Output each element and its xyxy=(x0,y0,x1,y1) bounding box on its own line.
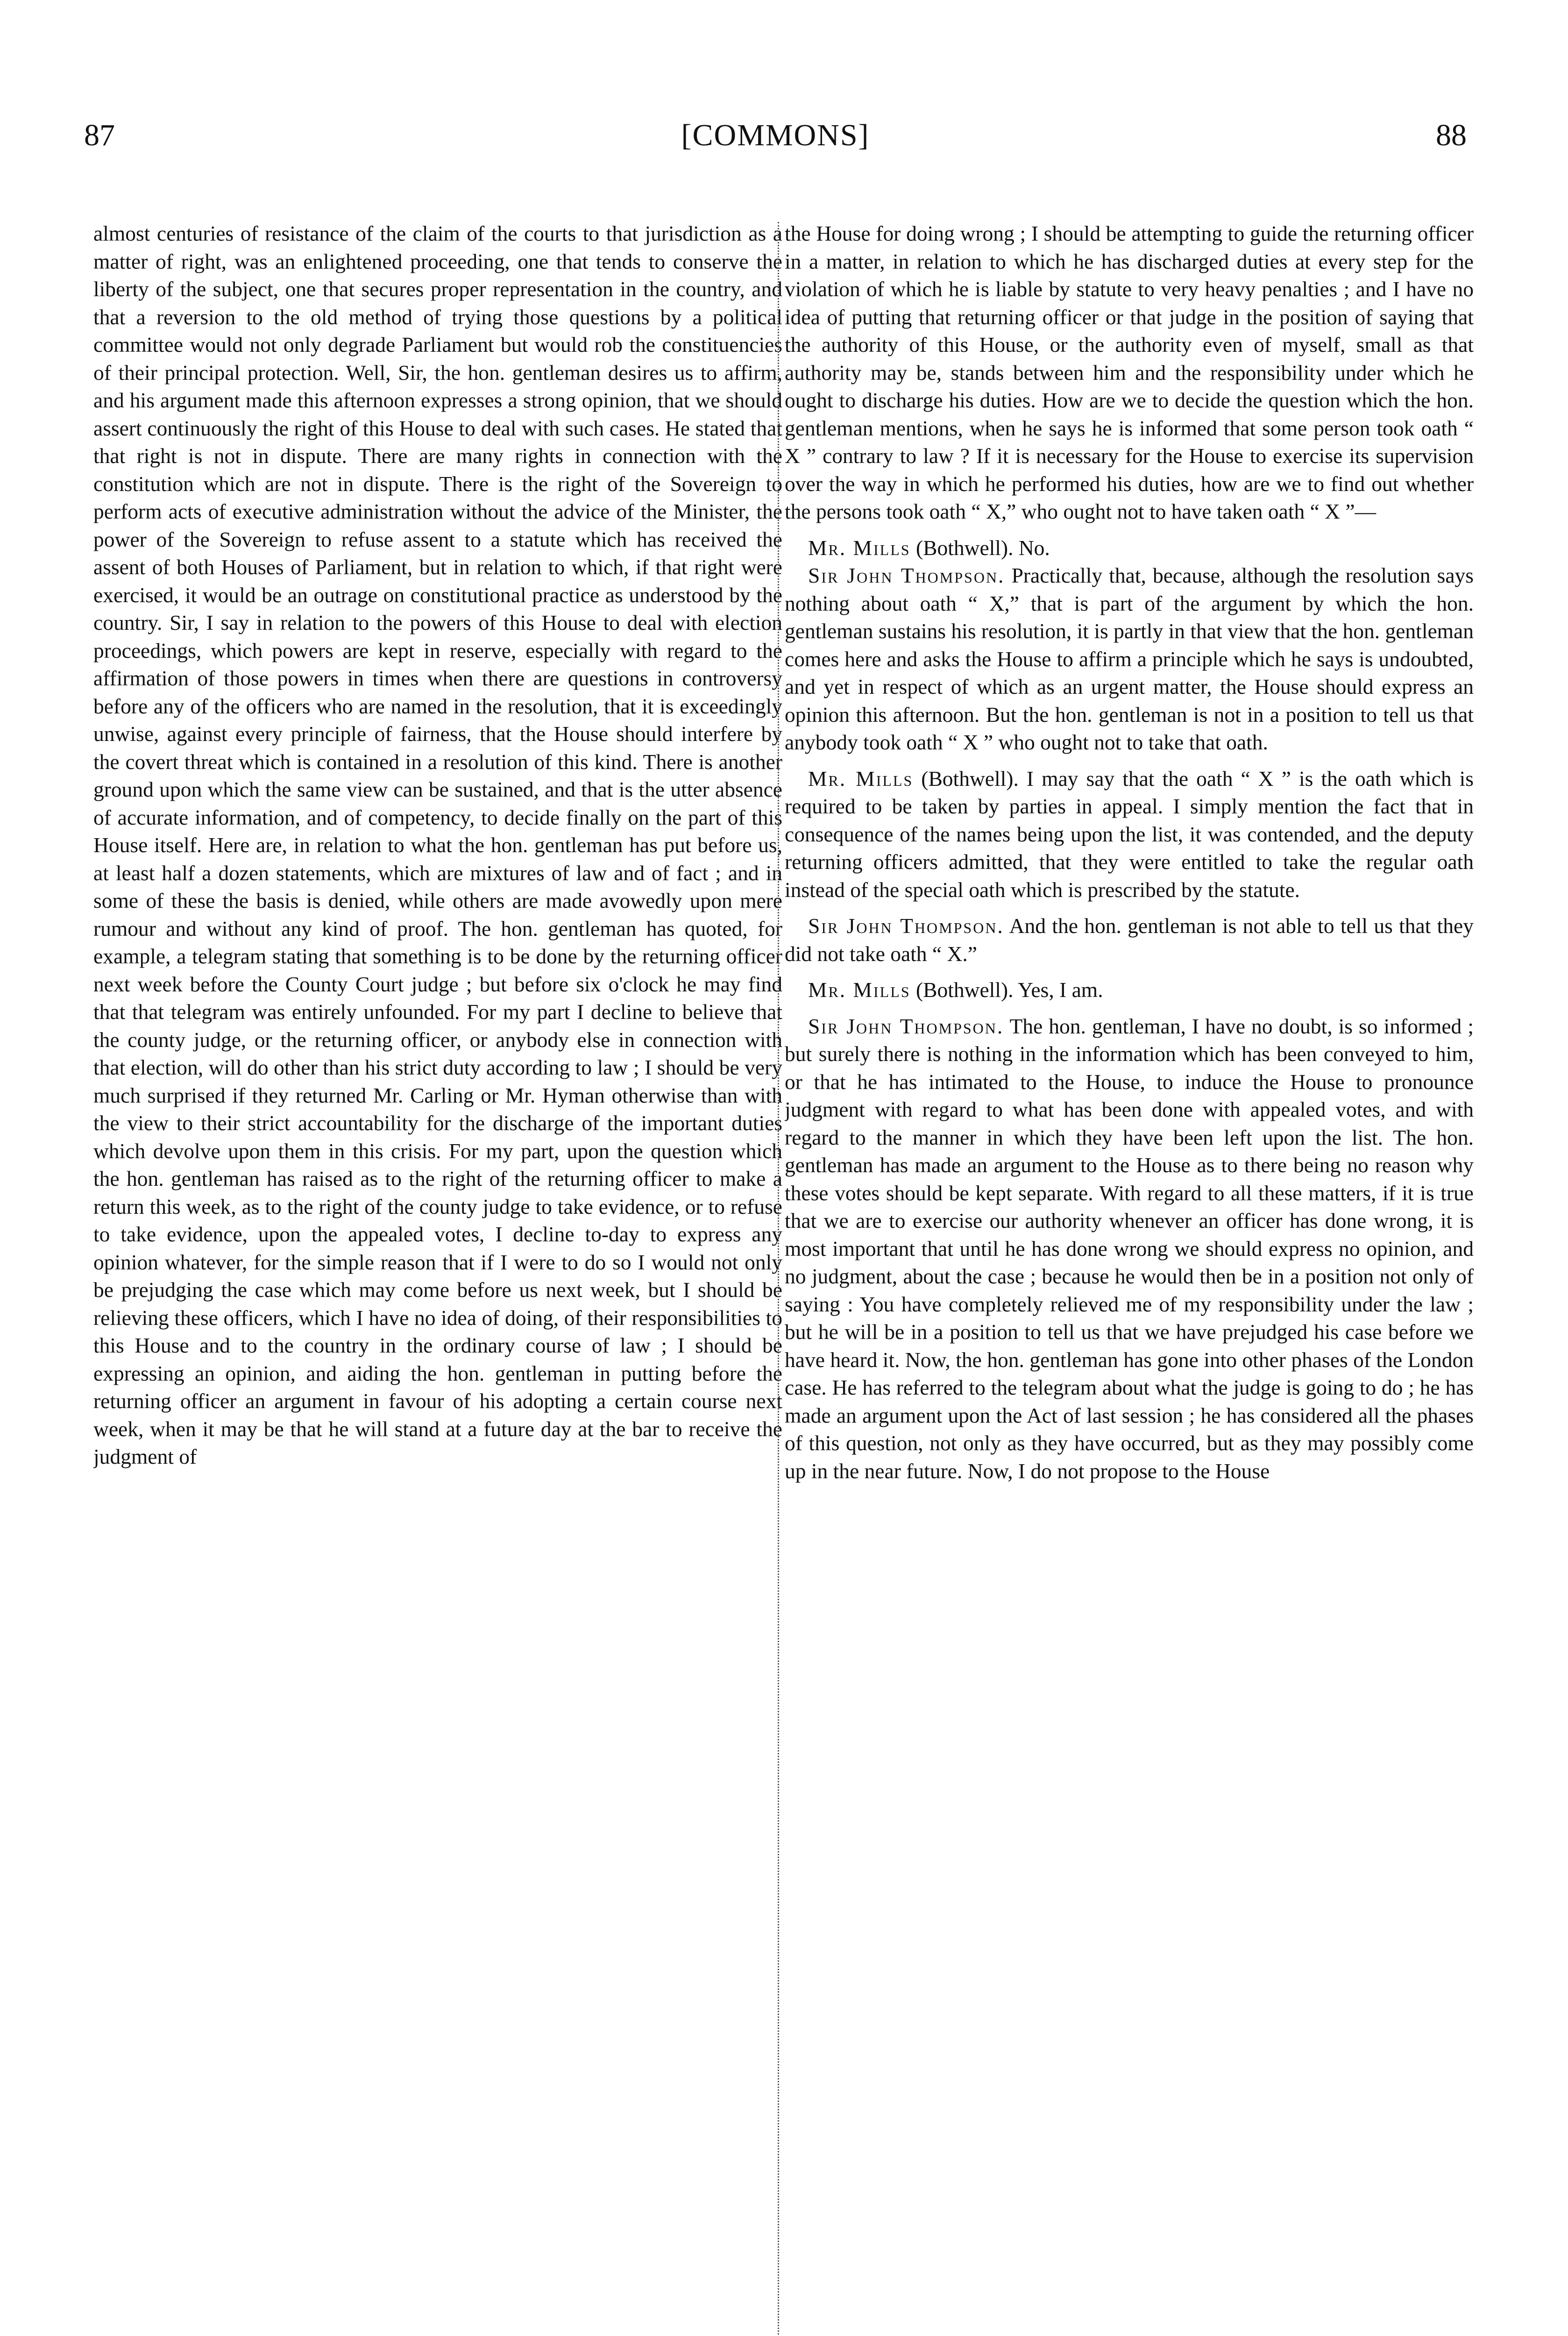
speech-thompson-1 xyxy=(785,562,1474,756)
speaker-name: Mr. Mills xyxy=(808,978,911,1002)
speech-text: (Bothwell). I may say that the oath “ X ” is the oath which is required to be taken by parties in appeal. I simply mention the fact that in consequence of the names being upon the list, it was contended, and the deputy returning officers admitted, that they were entitled to take the regular oath instead of the special oath which is prescribed by the statute. xyxy=(785,766,1474,902)
left-column xyxy=(93,220,782,2336)
right-column xyxy=(785,220,1474,2336)
page-header xyxy=(84,114,1467,157)
left-paragraph-1: almost centuries of resistance of the claim of the courts to that jurisdiction as a matter of right, was an enlightened proceeding, one that tends to conserve the liberty of the subject, one that secures proper representation in the country, and that a reversion to the old method of trying those questions by a political committee would not only degrade Parliament but would rob the constituencies of their principal protection. Well, Sir, the hon. gentleman desires us to affirm, and his argument made this afternoon expresses a strong opinion, that we should assert continuously the right of this House to deal with such cases. He stated that that right is not in dispute. There are many rights in connection with the constitution which are not in dispute. There is the right of the Sovereign to perform acts of executive administration without the advice of the Minister, the power of the Sovereign to refuse assent to a statute which has received the assent of both Houses of Parliament, but in relation to which, if that right were exercised, it would be an outrage on constitutional practice as understood by the country. Sir, I say in relation to the powers of this House to deal with election proceedings, which powers are kept in reserve, especially with regard to the affirmation of those powers in times when there are questions in controversy before any of the officers who are named in the resolution, that it is exceedingly unwise, against every principle of fairness, that the House should interfere by the covert threat which is contained in a resolution of this kind. There is another ground upon which the same view can be sustained, and that is the utter absence of accurate information, and of competency, to decide finally on the part of this House itself. Here are, in relation to what the hon. gentleman has put before us, at least half a dozen statements, which are mixtures of law and of fact ; and in some of these the basis is denied, while others are made avowedly upon mere rumour and without any kind of proof. The hon. gentleman has quoted, for example, a telegram stating that something is to be done by the returning officer next week before the County Court judge ; but before six o'clock he may find that that telegram was entirely unfounded. For my part I decline to believe that the county judge, or the returning officer, or anybody else in connection with that election, will do other than his strict duty according to law ; I should be very much surprised if they returned Mr. Carling or Mr. Hyman otherwise than with the view to their strict accountability for the discharge of the important duties which devolve upon them in this crisis. For my part, upon the question which the hon. gentleman has raised as to the right of the returning officer to make a return this week, as to the right of the county judge to take evidence, or to refuse to take evidence, upon the appealed votes, I decline to-day to express any opinion whatever, for the simple reason that if I were to do so I would not only be prejudging the case which may come before us next week, but I should be relieving these officers, which I have no idea of doing, of their responsibilities to this House and to the country in the ordinary course of law ; I should be expressing an opinion, and aiding the hon. gentleman in putting before the returning officer an argument in favour of his adopting a certain course next week, when it may be that he will stand at a future day at the bar to receive the judgment of xyxy=(93,221,782,1468)
speech-text: Practically that, because, although the resolution says nothing about oath “ X,” that is part of the argument by which the hon. gentleman sustains his resolution, it is partly in that view that the hon. gentleman comes here and asks the House to affirm a principle which he says is undoubted, and yet in respect of which as an urgent matter, the House should express an opinion this afternoon. But the hon. gentleman is not in a position to tell us that anybody took oath “ X ” who ought not to take that oath. xyxy=(785,563,1474,754)
page-number-left: 87 xyxy=(84,118,115,152)
speaker-name: Mr. Mills xyxy=(808,766,914,791)
speech-text: And the hon. gentleman is not able to tell us that they did not take oath “ X.” xyxy=(785,914,1474,966)
right-paragraph-1: the House for doing wrong ; I should be attempting to guide the returning officer in a matter, in relation to which he has discharged duties at every step for the violation of which he is liable by statute to very heavy penalties ; and I have no idea of putting that returning officer or that judge in the position of saying that the authority of this House, or the authority even of myself, small as that authority may be, stands between him and the responsibility under which he ought to discharge his duties. How are we to decide the question which the hon. gentleman mentions, when he says he is informed that some person took oath “ X ” contrary to law ? If it is necessary for the House to exercise its supervision over the way in which he performed his duties, how are we to find out whether the persons took oath “ X,” who ought not to have taken oath “ X ”— xyxy=(785,221,1474,523)
speech-text: (Bothwell). Yes, I am. xyxy=(910,978,1103,1002)
speaker-name: Mr. Mills xyxy=(808,535,911,560)
speaker-name: Sir John Thompson. xyxy=(808,563,1005,587)
speaker-name: Sir John Thompson. xyxy=(808,1014,1004,1038)
page-number-right: 88 xyxy=(1436,118,1467,152)
speech-mills-2 xyxy=(785,765,1474,904)
speaker-name: Sir John Thompson. xyxy=(808,914,1004,938)
column-divider xyxy=(778,222,779,2336)
speech-mills-3 xyxy=(785,976,1474,1004)
speech-mills-1 xyxy=(785,534,1474,562)
running-title: [COMMONS] xyxy=(681,118,870,152)
speech-text: The hon. gentleman, I have no doubt, is so informed ; but surely there is nothing in the information which has been conveyed to him, or that he has intimated to the House, to induce the House to pronounce judgment with regard to what has been done with appealed votes, and with regard to the manner in which they have been left upon the list. The hon. gentleman has made an argument to the House as to there being no reason why these votes should be kept separate. With regard to all these matters, if it is true that we are to exercise our authority whenever an officer has done wrong, it is most important that until he has done wrong we should express no opinion, and no judgment, about the case ; because he would then be in a position not only of saying : You have completely relieved me of my responsibility under the law ; but he will be in a position to tell us that we have prejudged his case before we have heard it. Now, the hon. gentleman has gone into other phases of the London case. He has referred to the telegram about what the judge is going to do ; he has made an argument upon the Act of last session ; he has considered all the phases of this question, not only as they have occurred, but as they may possibly come up in the near future. Now, I do not propose to the House xyxy=(785,1014,1474,1483)
speech-thompson-2 xyxy=(785,912,1474,968)
speech-thompson-3 xyxy=(785,1012,1474,1485)
speech-text: (Bothwell). No. xyxy=(910,535,1050,560)
